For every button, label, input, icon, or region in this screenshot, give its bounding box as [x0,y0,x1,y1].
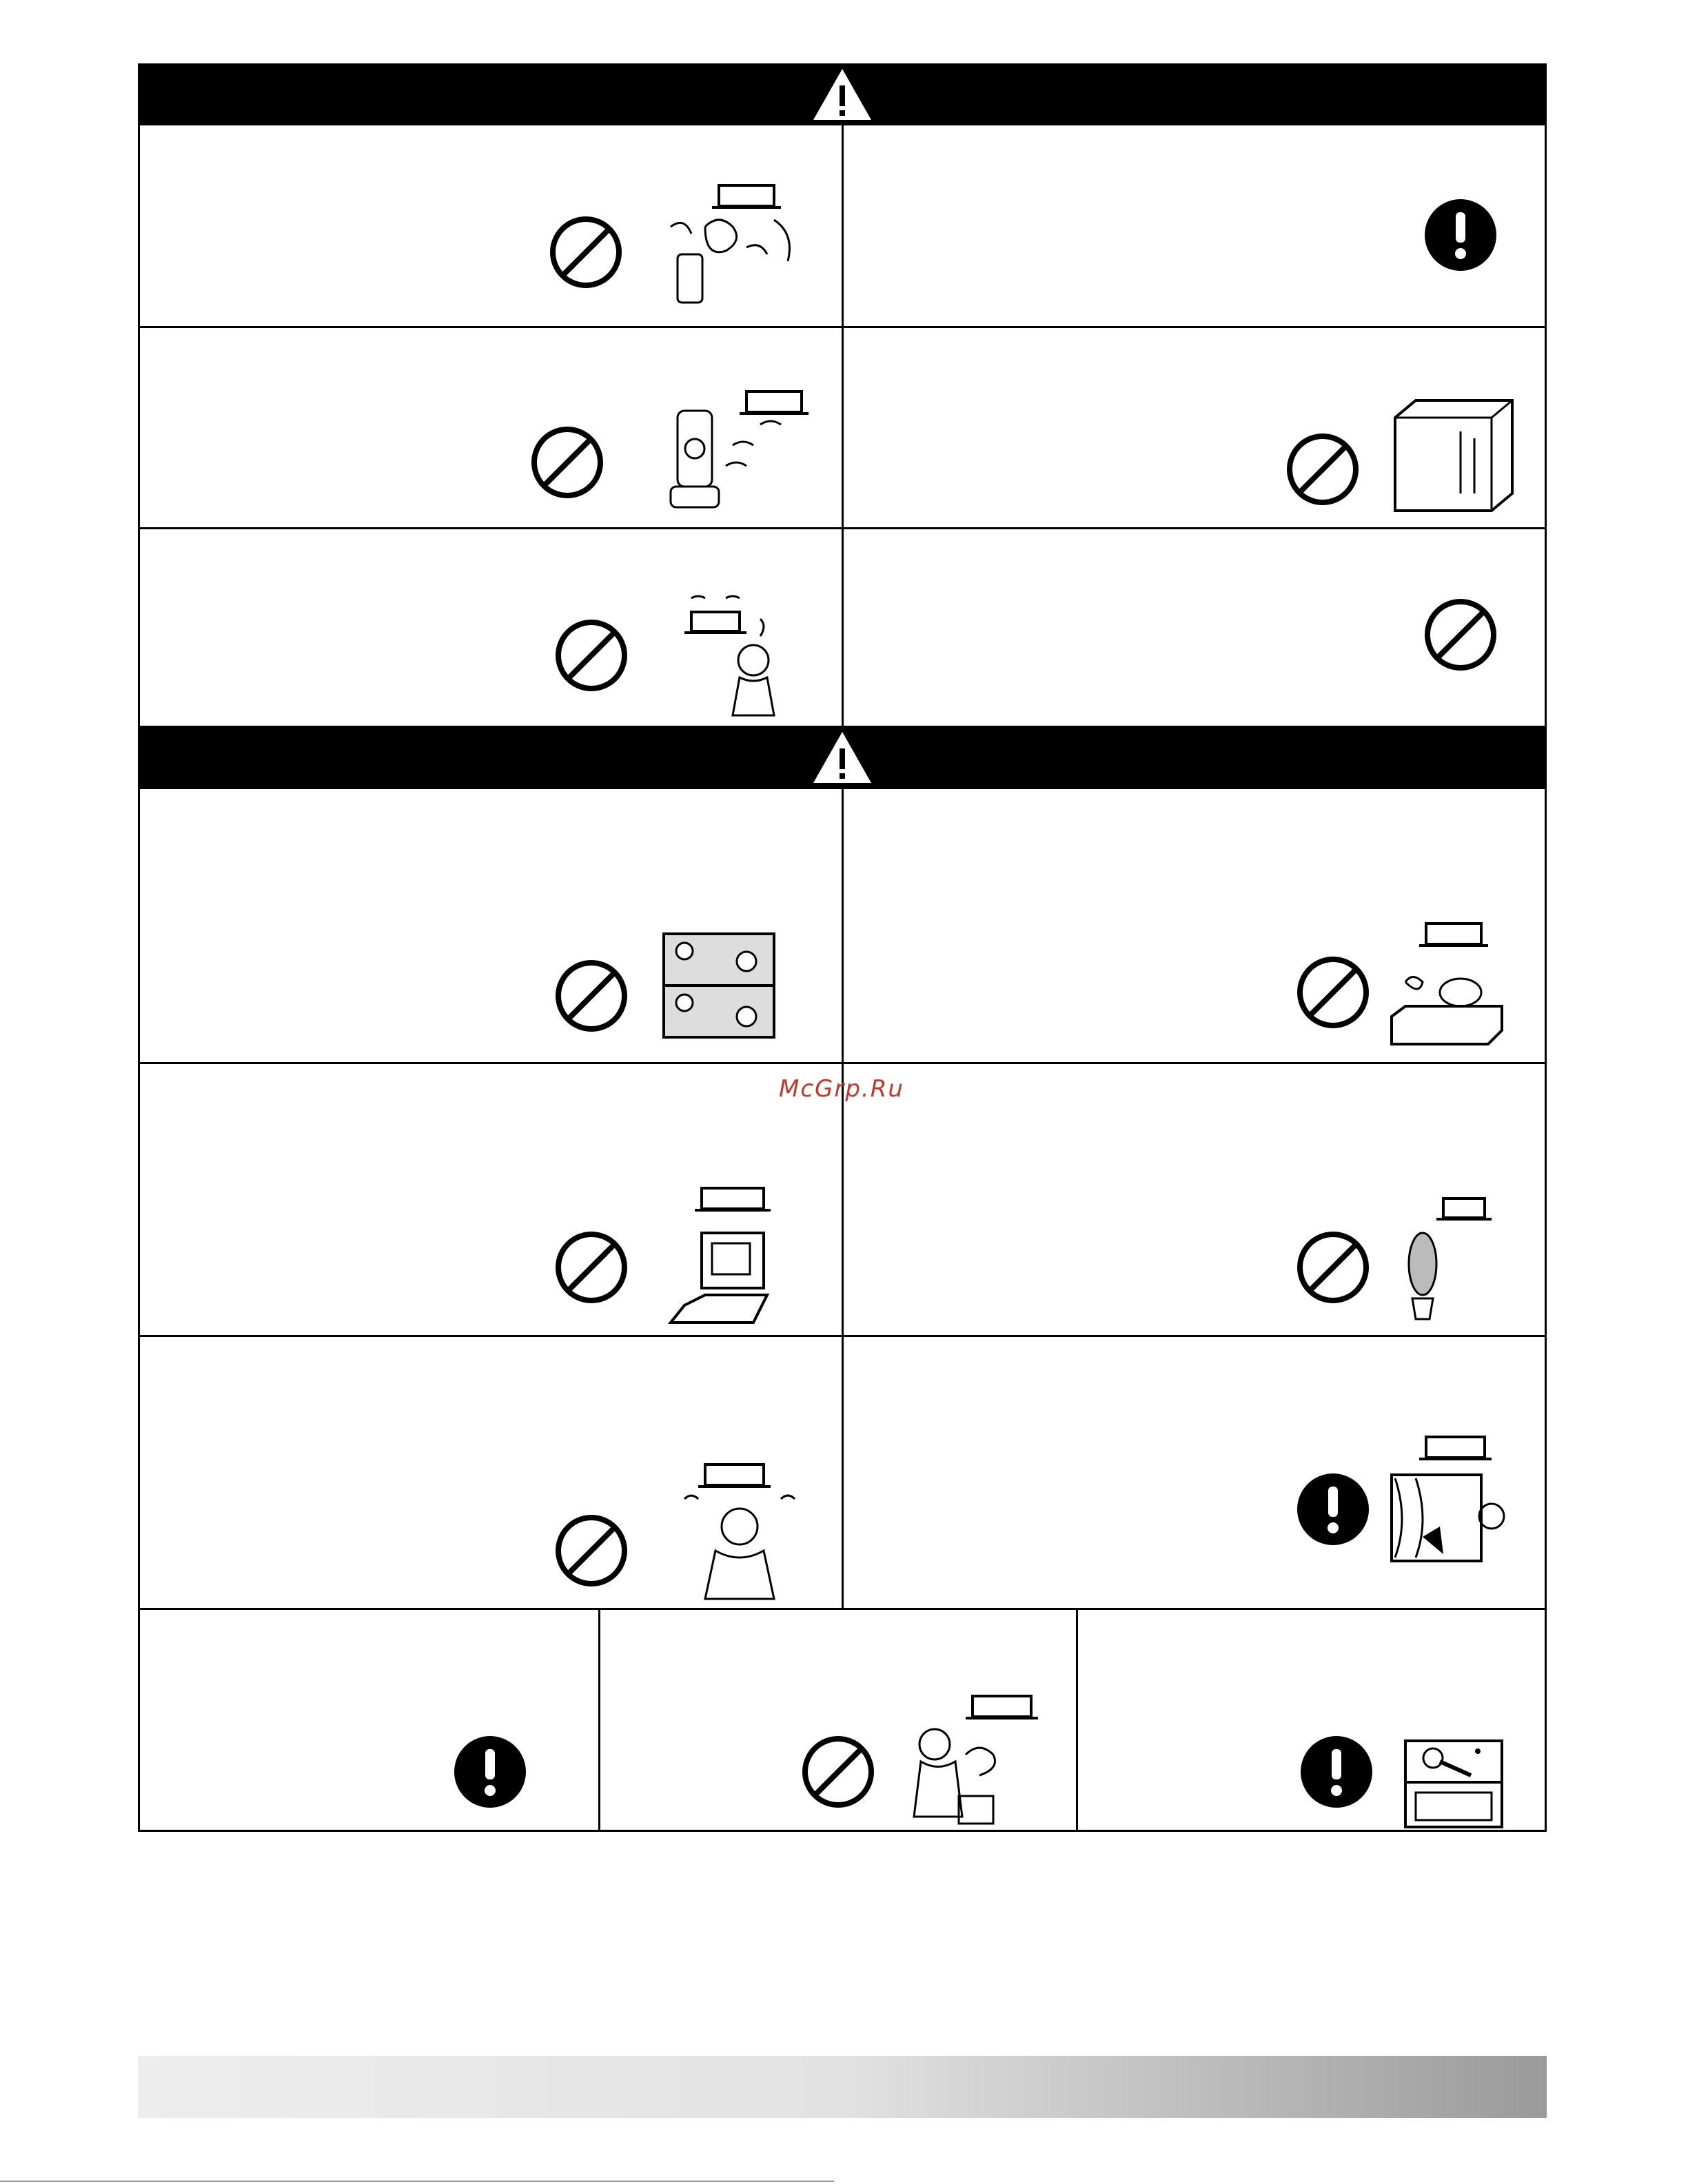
warning-row [140,326,1545,527]
warning-item [140,328,842,527]
food-storage-boxes-illustration [657,920,781,1044]
prohibited-circle-icon [553,958,629,1034]
cooking-stove-illustration [1385,920,1509,1051]
prohibited-circle-icon [529,425,605,500]
circuit-breaker-illustration [1388,397,1519,514]
prohibited-circle-icon [1295,1229,1371,1305]
caution-row [140,1062,1545,1335]
caution-item [842,1064,1545,1335]
watermark: McGrp.Ru [779,1075,904,1103]
warning-triangle-icon [808,726,877,788]
warning-item [140,125,842,326]
prohibited-circle-icon [1423,597,1498,673]
page-bottom-rule [0,2181,834,2182]
warning-row [140,527,1545,726]
warning-item [140,529,842,726]
caution-section-grid [138,787,1547,1832]
warning-item [842,529,1545,726]
plant-illustration [1395,1195,1498,1326]
caution-item [140,789,842,1062]
warning-section-grid [138,123,1547,728]
filter-panel-illustration [1402,1737,1505,1830]
prohibited-circle-icon [548,214,624,290]
caution-item [842,1337,1545,1608]
mandatory-exclamation-icon [1299,1734,1374,1810]
caution-item [140,1610,598,1830]
caution-row [140,789,1545,1062]
mandatory-exclamation-icon [452,1734,528,1810]
caution-banner [138,726,1547,788]
person-in-draft-illustration [671,1461,809,1606]
caution-item [598,1610,1076,1830]
mandatory-exclamation-icon [1423,197,1498,273]
person-under-unit-illustration [664,591,802,722]
window-ventilation-illustration [1388,1433,1512,1564]
caution-row [140,1608,1545,1830]
caution-item [842,789,1545,1062]
warning-item [842,125,1545,326]
caution-row [140,1335,1545,1608]
heater-illustration [643,383,815,514]
prohibited-circle-icon [553,618,629,693]
warning-row [140,125,1545,326]
prohibited-circle-icon [1295,955,1371,1030]
mandatory-exclamation-icon [1295,1471,1371,1547]
warning-item [842,328,1545,527]
caution-item [1076,1610,1545,1830]
prohibited-circle-icon [1285,431,1361,507]
footer-gradient-bar [138,2056,1547,2118]
prohibited-circle-icon [800,1734,876,1810]
caution-item [140,1064,842,1335]
warning-triangle-icon [808,63,877,125]
warning-banner [138,63,1547,125]
prohibited-circle-icon [553,1229,629,1305]
caution-item [140,1337,842,1608]
person-washing-unit-illustration [904,1693,1048,1830]
spray-can-illustration [650,178,809,309]
prohibited-circle-icon [553,1513,629,1589]
computer-illustration [664,1185,802,1329]
